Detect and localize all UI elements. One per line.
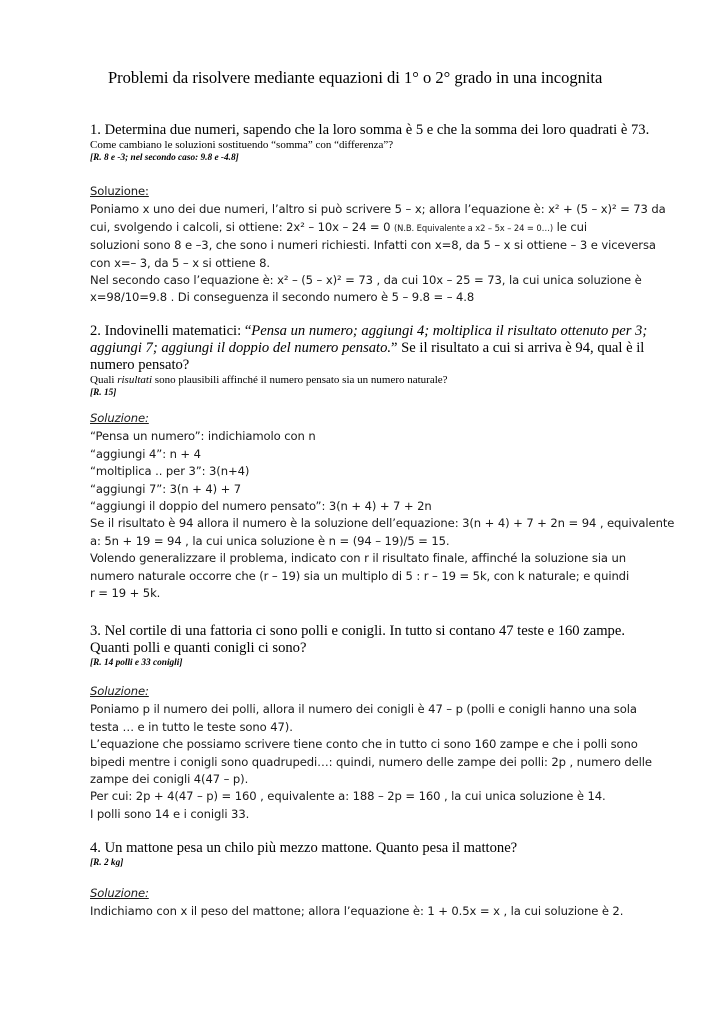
problem-3-question-line: 3. Nel cortile di una fattoria ci sono polli e conigli. In tutto si contano 47 teste e 160 zampe. xyxy=(90,623,625,639)
solution-line-group xyxy=(90,219,660,237)
problem-3-answer: [R. 14 polli e 33 conigli] xyxy=(90,658,183,668)
solution-line: I polli sono 14 e i conigli 33. xyxy=(90,806,250,821)
problem-2-subquestion-italic: risultati xyxy=(117,374,153,386)
page-title: Problemi da risolvere mediante equazioni di 1° o 2° grado in una incognita xyxy=(108,68,603,87)
problem-3-question xyxy=(90,623,660,657)
problem-2 xyxy=(90,323,662,399)
solution-line: Nel secondo caso l’equazione è: x² – (5 – x)² = 73 , da cui 10x – 25 = 73, la cui unica soluzione è xyxy=(90,273,642,288)
solution-line: zampe dei conigli 4(47 – p). xyxy=(90,772,249,787)
problem-3-solution xyxy=(90,683,660,823)
solution-label: Soluzione: xyxy=(90,411,149,425)
solution-line: bipedi mentre i conigli sono quadrupedi…: quindi, numero delle zampe dei polli: 2p , numero delle xyxy=(90,754,652,769)
problem-1-subquestion: Come cambiano le soluzioni sostituendo “somma” con “differenza”? xyxy=(90,139,394,151)
solution-line: cui, svolgendo i calcoli, si ottiene: 2x² – 10x – 24 = 0 xyxy=(90,219,391,234)
problem-4-solution xyxy=(90,885,660,921)
problem-2-question-riddle: Pensa un numero; aggiungi 4; moltiplica il risultato ottenuto per 3; aggiungi 7; aggiungi il doppio del numero pensato. xyxy=(90,323,648,356)
problem-2-question-start: 2. Indovinelli matematici: “ xyxy=(90,323,252,339)
solution-line: “moltiplica .. per 3”: 3(n+4) xyxy=(90,464,250,479)
solution-line: Indichiamo con x il peso del mattone; allora l’equazione è: 1 + 0.5x = x , la cui soluzione è 2. xyxy=(90,904,624,919)
problem-2-solution xyxy=(90,410,675,602)
problem-1-question: 1. Determina due numeri, sapendo che la loro somma è 5 e che la somma dei loro quadrati è 73. xyxy=(90,122,650,138)
solution-line: x=98/10=9.8 . Di conseguenza il secondo numero è 5 – 9.8 = – 4.8 xyxy=(90,290,475,305)
solution-line: numero naturale occorre che (r – 19) sia un multiplo di 5 : r – 19 = 5k, con k naturale; e quindi xyxy=(90,568,630,583)
problem-2-question-end: ” Se il risultato a cui si arriva è 94, qual è il numero pensato? xyxy=(90,340,645,373)
solution-line: r = 19 + 5k. xyxy=(90,586,161,601)
problem-3 xyxy=(90,623,660,669)
problem-1-solution xyxy=(90,183,666,307)
solution-line: Volendo generalizzare il problema, indicato con r il risultato finale, affinché la soluzione sia un xyxy=(90,551,627,566)
solution-label: Soluzione: xyxy=(90,886,149,900)
solution-line: “aggiungi 7”: 3(n + 4) + 7 xyxy=(90,481,242,496)
solution-line: “aggiungi il doppio del numero pensato”: 3(n + 4) + 7 + 2n xyxy=(90,499,432,514)
problem-1-answer: [R. 8 e -3; nel secondo caso: 9.8 e -4.8] xyxy=(90,153,239,163)
problem-4 xyxy=(90,840,660,869)
solution-line: con x=– 3, da 5 – x si ottiene 8. xyxy=(90,255,270,270)
problem-2-subquestion-a: Quali xyxy=(90,374,118,386)
solution-line: Se il risultato è 94 allora il numero è la soluzione dell’equazione: 3(n + 4) + 7 + 2n = 94 , equivalente xyxy=(90,516,675,531)
solution-label: Soluzione: xyxy=(90,184,149,198)
solution-line: le cui xyxy=(556,219,588,234)
problem-2-subquestion xyxy=(90,374,662,387)
solution-line: “aggiungi 4”: n + 4 xyxy=(90,446,201,461)
problem-1 xyxy=(90,122,660,164)
problem-2-subquestion-b: sono plausibili affinché il numero pensato sia un numero naturale? xyxy=(152,374,448,386)
solution-line: Poniamo p il numero dei polli, allora il numero dei conigli è 47 – p (polli e conigli hanno una sola xyxy=(90,702,637,717)
solution-line: soluzioni sono 8 e –3, che sono i numeri richiesti. Infatti con x=8, da 5 – x si ottiene – 3 e viceversa xyxy=(90,238,656,253)
solution-line: L’equazione che possiamo scrivere tiene conto che in tutto ci sono 160 zampe e che i polli sono xyxy=(90,737,638,752)
problem-2-question xyxy=(90,323,662,374)
problem-2-answer: [R. 15] xyxy=(90,388,117,398)
problem-3-question-line: Quanti polli e quanti conigli ci sono? xyxy=(90,640,307,656)
solution-line: “Pensa un numero”: indichiamolo con n xyxy=(90,429,316,444)
solution-label: Soluzione: xyxy=(90,684,149,698)
solution-line: a: 5n + 19 = 94 , la cui unica soluzione è n = (94 – 19)/5 = 15. xyxy=(90,533,450,548)
problem-4-question: 4. Un mattone pesa un chilo più mezzo mattone. Quanto pesa il mattone? xyxy=(90,840,518,856)
solution-line: Poniamo x uno dei due numeri, l’altro si può scrivere 5 – x; allora l’equazione è: x² + (5 – x)² = 73 da xyxy=(90,202,666,217)
solution-line: Per cui: 2p + 4(47 – p) = 160 , equivalente a: 188 – 2p = 160 , la cui unica soluzione è 14. xyxy=(90,789,606,804)
solution-line: testa … e in tutto le teste sono 47). xyxy=(90,719,293,734)
solution-note: (N.B. Equivalente a x2 – 5x – 24 = 0…) xyxy=(394,222,554,233)
problem-4-answer: [R. 2 kg] xyxy=(90,858,124,868)
